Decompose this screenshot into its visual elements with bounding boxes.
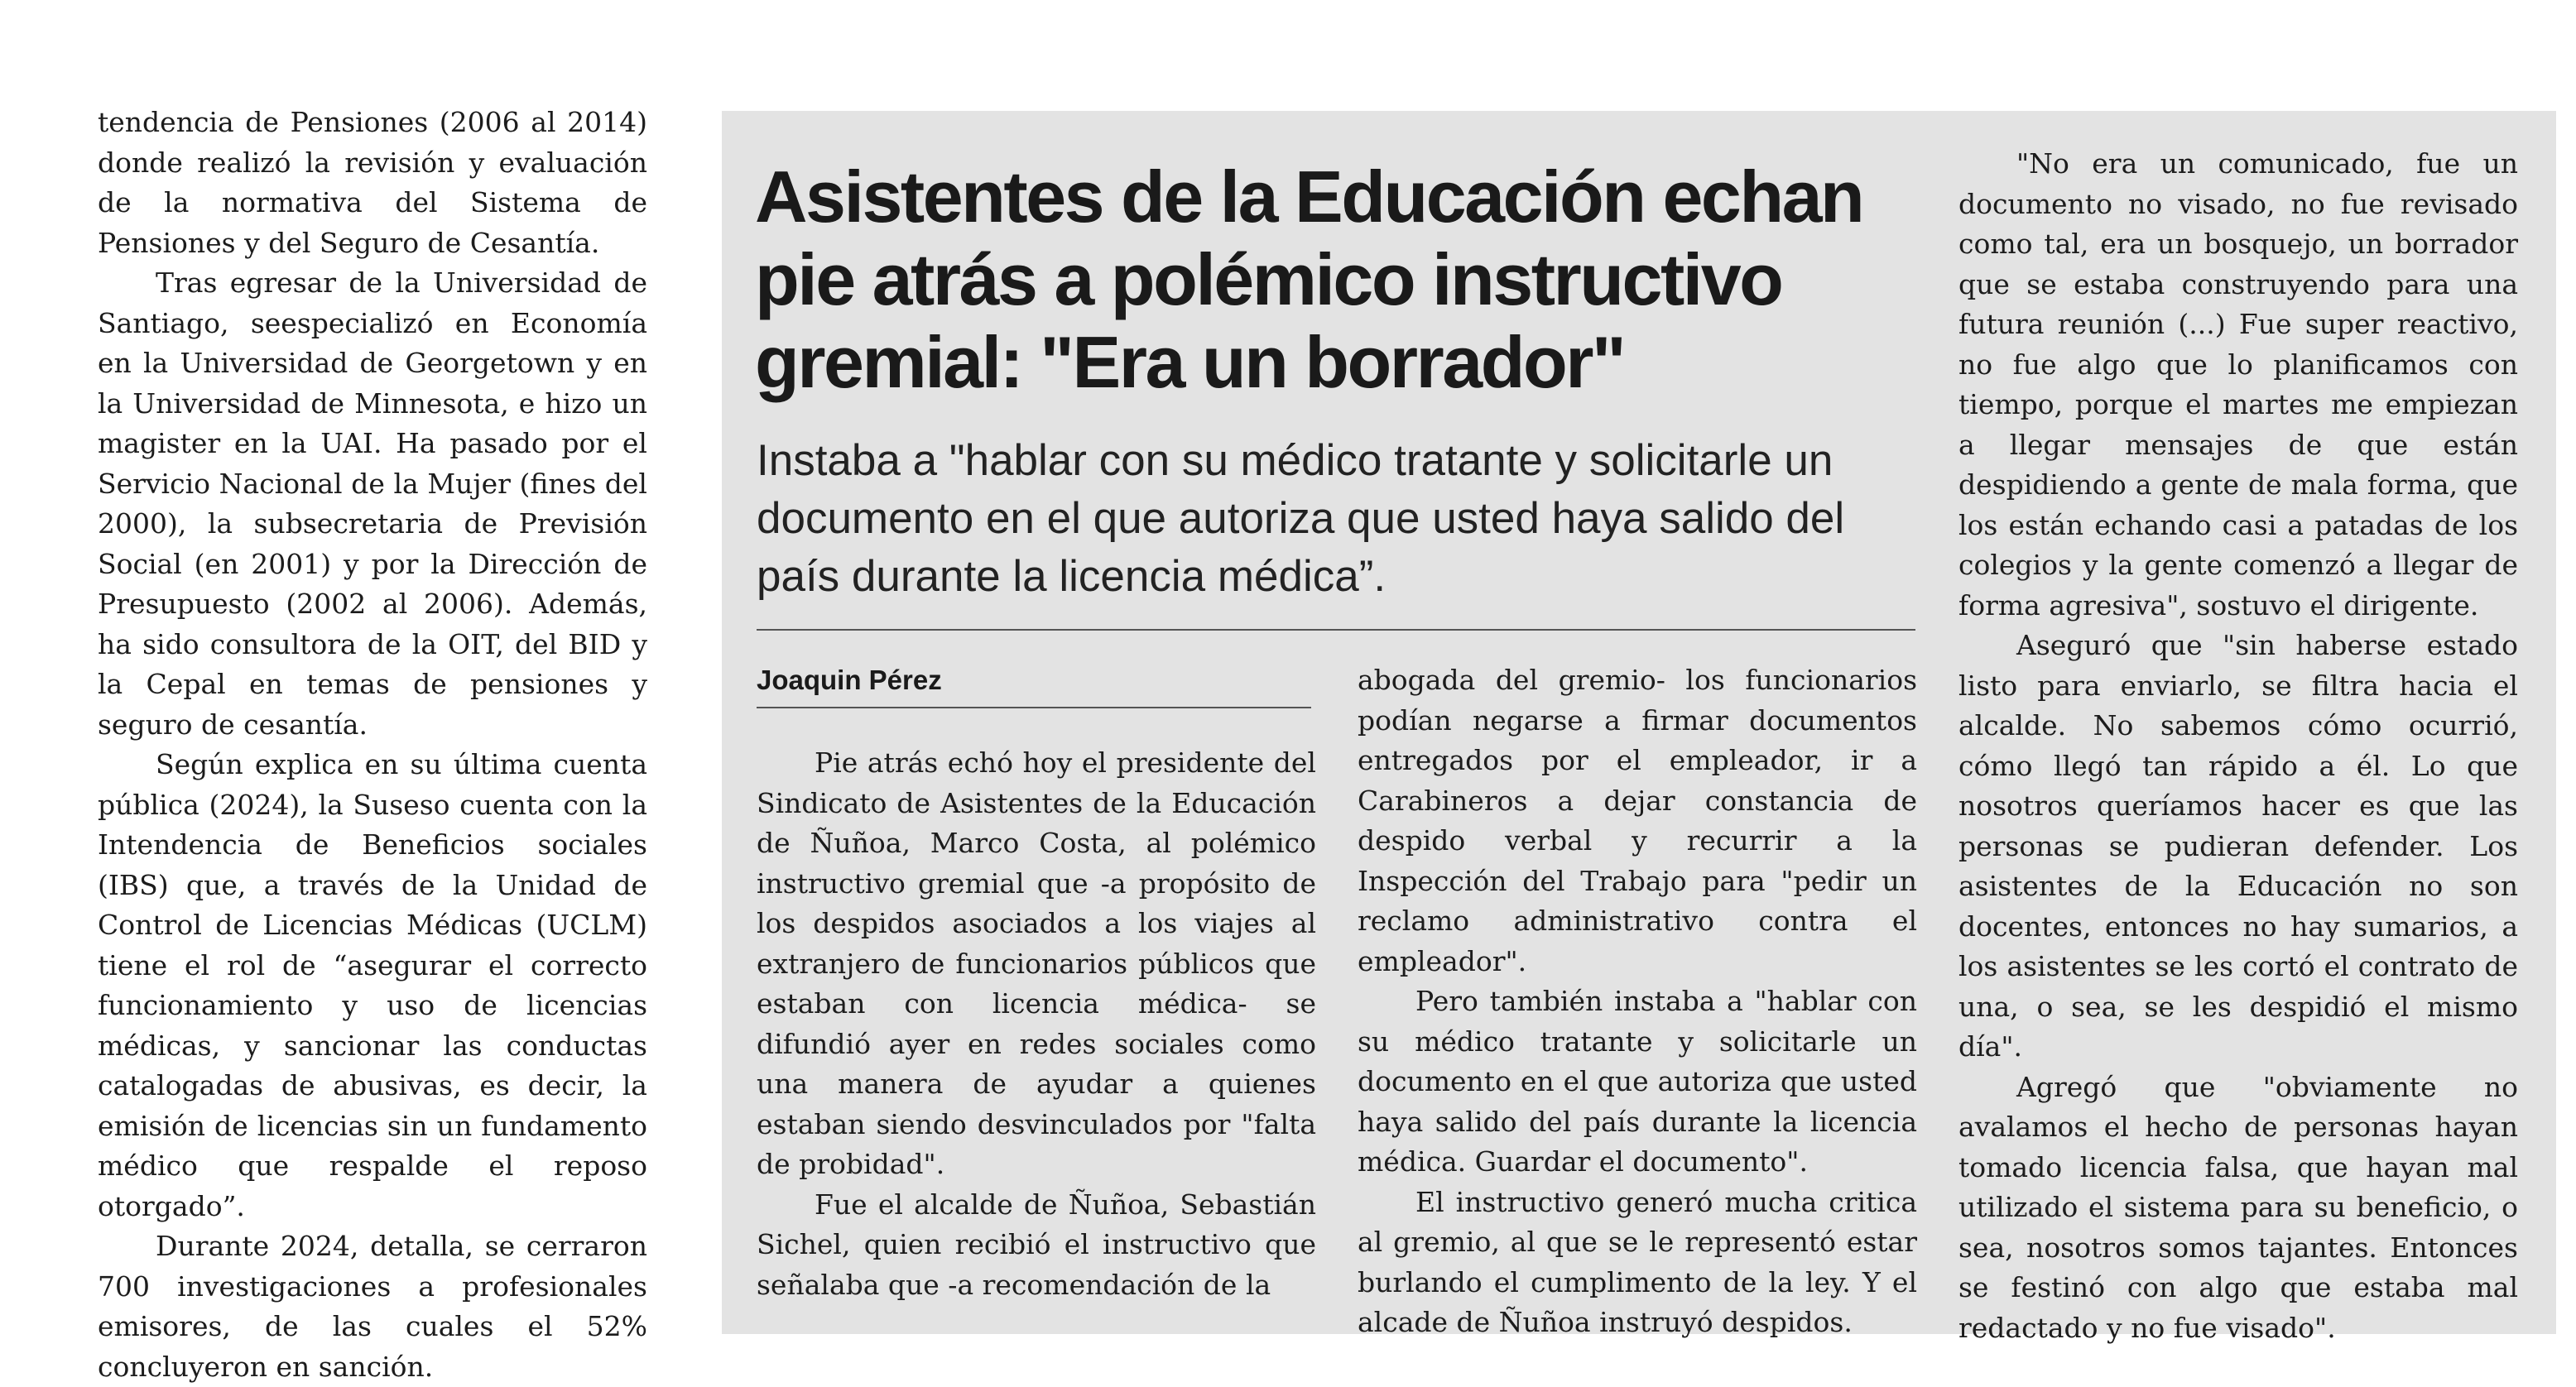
article-deck: Instaba a "hablar con su médico tratante y solicitarle un documento en el que autoriza que usted haya salido del país durante la licencia médica”. [757, 436, 1845, 601]
paragraph: "No era un comunicado, fue un documento no visado, no fue revisado como tal, era un bosquejo, un borrador que se estaba construyendo para una futura reunión (...) Fue super reactivo, no fue algo que lo planificamos con tiempo, porque el martes me empiezan a llegar mensajes de que están despidiendo a gente de mala forma, que los están echando casi a patadas de los colegios y la gente comenzó a llegar de forma agresiva", sostuvo el dirigente. [1958, 147, 2518, 622]
previous-article-column [98, 103, 647, 1387]
article-headline: Asistentes de la Educación echan pie atrás a polémico instructivo gremial: "Era un borrador" [755, 156, 1863, 403]
paragraph: Fue el alcalde de Ñuñoa, Sebastián Sichel, quien recibió el instructivo que señalaba que -a recomendación de la [757, 1188, 1316, 1301]
paragraph: Pero también instaba a "hablar con su médico tratante y solicitarle un documento en el que autoriza que usted haya salido del país durante la licencia médica. Guardar el documento". [1358, 985, 1917, 1178]
paragraph: tendencia de Pensiones (2006 al 2014) donde realizó la revisión y evaluación de la normativa del Sistema de Pensiones y del Seguro de Cesantía. [98, 106, 647, 259]
paragraph: El instructivo generó mucha critica al gremio, al que se le representó estar burlando el cumplimento de la ley. Y el alcade de Ñuñoa instruyó despidos. [1358, 1185, 1917, 1338]
paragraph: Pie atrás echó hoy el presidente del Sindicato de Asistentes de la Educación de Ñuñoa, Marco Costa, al polémico instructivo gremial que -a propósito de los despidos asociados a los viajes al extranjero de funcionarios públicos que estaban con licencia médica- se difundió ayer en redes sociales como una manera de ayudar a quienes estaban siendo desvinculados por "falta de probidad". [757, 746, 1316, 1180]
paragraph: Aseguró que "sin haberse estado listo para enviarlo, se filtra hacia el alcalde. No sabemos cómo ocurrió, cómo llegó tan rápido a él. Lo que nosotros queríamos hacer es que las personas se pudieran defender. Los asistentes de la Educación no son docentes, entonces no hay sumarios, a los asistentes se les cortó el contrato de una, o sea, se les despidió el mismo día". [1958, 629, 2518, 1063]
article-column-1 [757, 743, 1316, 1305]
paragraph: abogada del gremio- los funcionarios podían negarse a firmar documentos entregados por el empleador, ir a Carabineros a dejar constancia de despido verbal y recurrir a la Inspección del Trabajo para "pedir un reclamo administrativo contra el empleador". [1358, 664, 1917, 977]
paragraph: Según explica en su última cuenta pública (2024), la Suseso cuenta con la Intendencia de Beneficios sociales (IBS) que, a través de la Unidad de Control de Licencias Médicas (UCLM) tiene el rol de “asegurar el correcto funcionamiento y uso de licencias médicas, y sancionar las conductas catalogadas de abusivas, es decir, la emisión de licencias sin un fundamento médico que respalde el reposo otorgado”. [98, 748, 647, 1222]
byline-divider [757, 707, 1311, 708]
article-column-3 [1958, 144, 2518, 1348]
paragraph: Tras egresar de la Universidad de Santiago, seespecializó en Economía en la Universidad de Georgetown y en la Universidad de Minnesota, e hizo un magister en la UAI. Ha pasado por el Servicio Nacional de la Mujer (fines del 2000), la subsecretaria de Previsión Social (en 2001) y por la Dirección de Presupuesto (2002 al 2006). Además, ha sido consultora de la OIT, del BID y la Cepal en temas de pensiones y seguro de cesantía. [98, 266, 647, 741]
divider [757, 629, 1915, 631]
paragraph: Durante 2024, detalla, se cerraron 700 investigaciones a profesionales emisores, de las cuales el 52% concluyeron en sanción. [98, 1230, 647, 1383]
byline: Joaquin Pérez [757, 665, 942, 695]
article-column-2 [1358, 660, 1917, 1343]
paragraph: Agregó que "obviamente no avalamos el hecho de personas hayan tomado licencia falsa, que hayan mal utilizado el sistema para su beneficio, o sea, nosotros somos tajantes. Entonces se festinó con algo que estaba mal redactado y no fue visado". [1958, 1070, 2518, 1344]
